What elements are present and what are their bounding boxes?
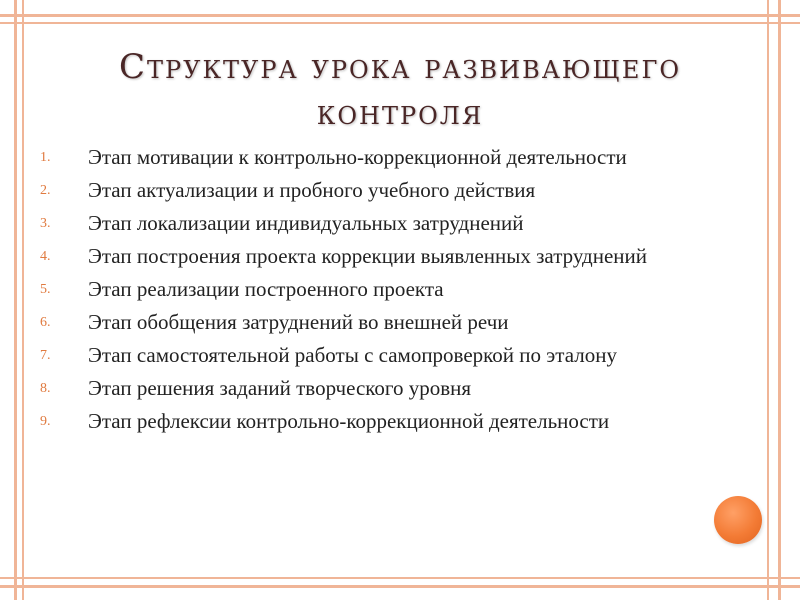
list-item (40, 375, 690, 402)
list-item-text: Этап локализации индивидуальных затруднений (88, 211, 524, 235)
list-item-text: Этап актуализации и пробного учебного действия (88, 178, 536, 202)
list-item-number: 5. (40, 282, 51, 297)
slide-border-left-inner (22, 0, 24, 600)
list-item-number: 9. (40, 414, 51, 429)
list-item-number: 7. (40, 348, 51, 363)
slide-title (60, 44, 740, 136)
list-item-number: 6. (40, 315, 51, 330)
list-item-text: Этап реализации построенного проекта (88, 277, 444, 301)
list-item-text: Этап построения проекта коррекции выявленных затруднений (88, 244, 648, 268)
list-item-text: Этап обобщения затруднений во внешней речи (88, 310, 509, 334)
slide-border-left-outer (14, 0, 17, 600)
list-item (40, 177, 690, 204)
list-item-number: 4. (40, 249, 51, 264)
slide-border-right-inner (767, 0, 769, 600)
decorative-orange-circle-icon (714, 496, 762, 544)
list-item-text: Этап решения заданий творческого уровня (88, 376, 472, 400)
list-item (40, 144, 690, 171)
list-item-number: 2. (40, 183, 51, 198)
slide-border-bottom-outer (0, 585, 800, 588)
list-item (40, 243, 690, 270)
list-item-text: Этап рефлексии контрольно-коррекционной деятельности (88, 409, 610, 433)
slide-border-top-outer (0, 14, 800, 17)
list-item-number: 3. (40, 216, 51, 231)
list-item (40, 342, 690, 369)
list-item (40, 276, 690, 303)
list-item (40, 210, 690, 237)
slide-title-line2: контроля (316, 93, 484, 133)
slide-title-line1: Структура урока развивающего (118, 47, 682, 87)
list-item-text: Этап мотивации к контрольно-коррекционной деятельности (88, 145, 627, 169)
list-item (40, 309, 690, 336)
slide-border-bottom-inner (0, 577, 800, 579)
list-item (40, 408, 690, 435)
stages-list (40, 144, 690, 441)
list-item-number: 8. (40, 381, 51, 396)
list-item-number: 1. (40, 150, 51, 165)
list-item-text: Этап самостоятельной работы с самопроверкой по эталону (88, 343, 617, 367)
slide-border-top-inner (0, 22, 800, 24)
slide-border-right-outer (778, 0, 781, 600)
